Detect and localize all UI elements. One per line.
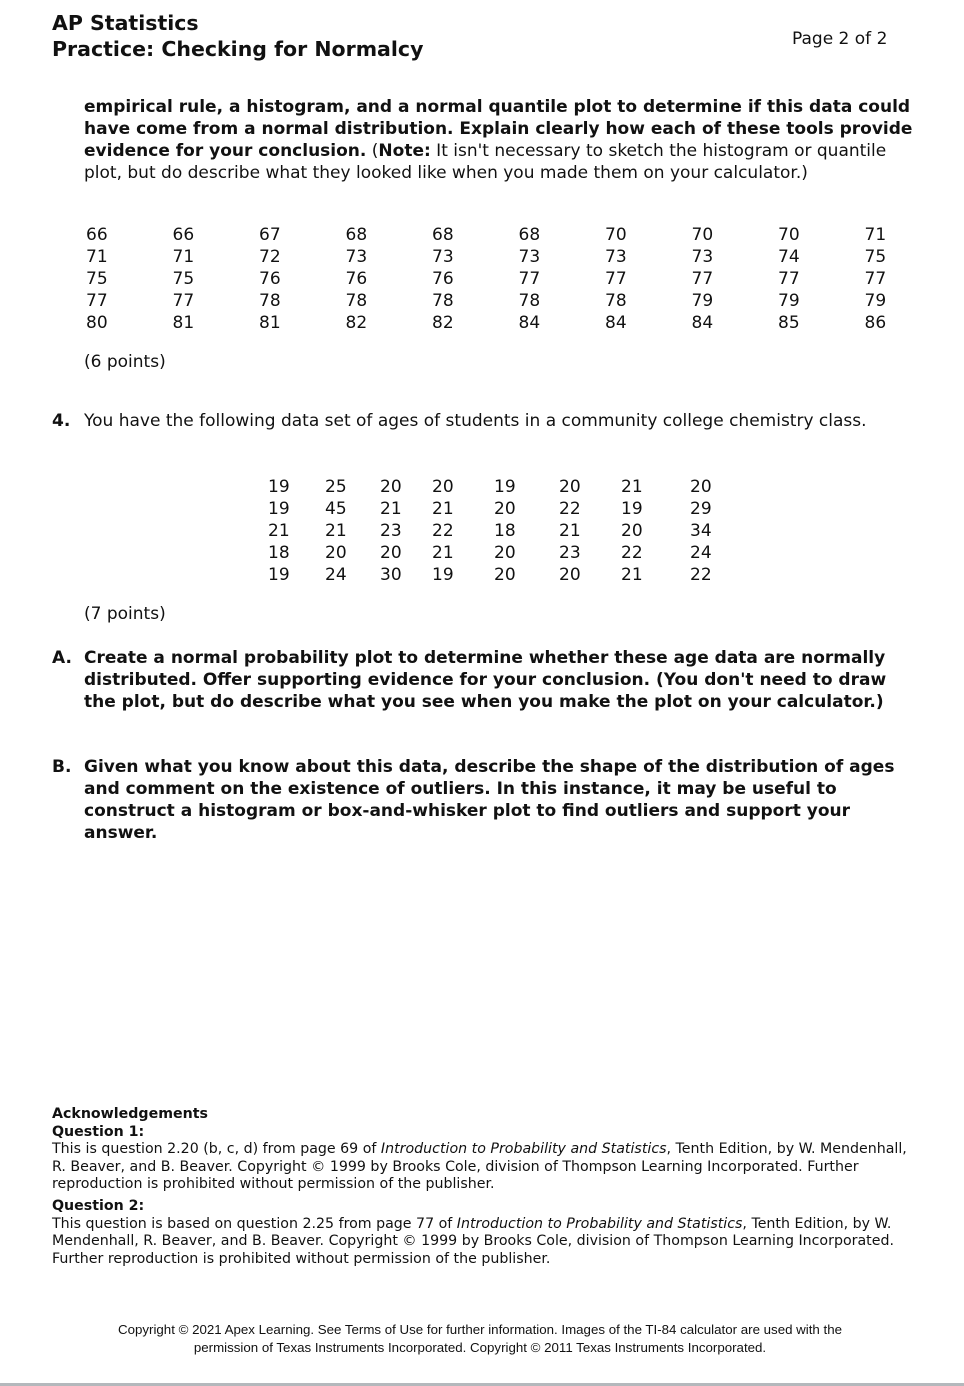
table-cell: 84	[518, 313, 541, 333]
table-cell: 21	[621, 477, 643, 497]
table-cell: 73	[345, 247, 368, 267]
table-cell: 66	[172, 225, 195, 245]
question-4	[52, 410, 902, 432]
table-cell: 19	[432, 565, 454, 585]
table-row	[86, 312, 951, 334]
table-cell: 18	[268, 543, 290, 563]
table-cell: 70	[691, 225, 714, 245]
copyright-footer	[60, 1321, 900, 1357]
table-cell: 73	[432, 247, 454, 267]
table-cell: 78	[432, 291, 454, 311]
question-4-number: 4.	[52, 411, 71, 431]
table-cell: 75	[864, 247, 887, 267]
table-cell: 20	[494, 499, 516, 519]
table-cell: 84	[691, 313, 714, 333]
acknowledgements	[52, 1106, 912, 1268]
table-cell: 67	[259, 225, 281, 245]
table-cell: 78	[259, 291, 281, 311]
table-cell: 77	[864, 269, 887, 289]
table-cell: 23	[380, 521, 402, 541]
table-cell: 78	[605, 291, 627, 311]
table-cell: 78	[345, 291, 368, 311]
table-cell: 76	[259, 269, 281, 289]
page-indicator: Page 2 of 2	[792, 29, 888, 49]
table-cell: 77	[172, 291, 195, 311]
document-header	[52, 10, 423, 62]
course-title: AP Statistics	[52, 11, 199, 35]
table-cell: 81	[172, 313, 195, 333]
ack-question-2-label: Question 2:	[52, 1197, 145, 1214]
table-cell: 77	[86, 291, 108, 311]
part-a-letter: A.	[52, 648, 72, 668]
table-cell: 20	[380, 477, 402, 497]
table-cell: 22	[432, 521, 454, 541]
table-cell: 71	[86, 247, 108, 267]
note-label: Note:	[378, 141, 431, 161]
worksheet-title: Practice: Checking for Normalcy	[52, 37, 424, 61]
table-cell: 21	[432, 499, 454, 519]
table-cell: 21	[268, 521, 290, 541]
table-cell: 20	[621, 521, 643, 541]
table-cell: 24	[325, 565, 347, 585]
footer-line-1: Copyright © 2021 Apex Learning. See Terms of Use for further information. Images of the TI-84 calculator are used with the	[117, 1322, 843, 1337]
table-cell: 20	[690, 477, 712, 497]
table-cell: 34	[690, 521, 712, 541]
footer-line-2: permission of Texas Instruments Incorporated. Copyright © 2011 Texas Instruments Incorporated.	[193, 1340, 767, 1355]
table-row	[86, 268, 951, 290]
table-cell: 72	[259, 247, 281, 267]
table-cell: 21	[621, 565, 643, 585]
table-cell: 75	[86, 269, 108, 289]
table-cell: 20	[494, 565, 516, 585]
question-3-instructions: empirical rule, a histogram, and a normal quantile plot to determine if this data could have come from a normal distribution. Explain clearly how each of these tools provide evidence for your conclusion.	[84, 97, 913, 161]
table-cell: 21	[380, 499, 402, 519]
book-title: Introduction to Probability and Statistics	[380, 1141, 667, 1158]
table-cell: 20	[325, 543, 347, 563]
table-cell: 79	[864, 291, 887, 311]
table-cell: 79	[691, 291, 714, 311]
table-cell: 18	[494, 521, 516, 541]
table-cell: 78	[518, 291, 541, 311]
question-4-points: (7 points)	[84, 604, 166, 624]
table-cell: 71	[172, 247, 195, 267]
ack-question-1-label: Question 1:	[52, 1123, 145, 1140]
question-3-prompt: empirical rule, a histogram, and a normal quantile plot to determine if this data could have come from a normal distribution. Explain clearly how each of these tools provide evidence for your conclusion. (Note: It isn't necessary to sketch the histogram or quantile plot, but do describe what they looked like when you made them on your calculator.)	[84, 97, 913, 183]
table-row	[86, 246, 951, 268]
table-cell: 25	[325, 477, 347, 497]
note-text: It isn't necessary to sketch the histogram or quantile plot, but do describe what they looked like when you made them on your calculator.)	[84, 141, 887, 183]
question-3-data-table	[86, 224, 951, 334]
table-cell: 77	[778, 269, 800, 289]
table-cell: 20	[559, 565, 581, 585]
table-row	[86, 290, 951, 312]
table-cell: 86	[864, 313, 887, 333]
table-cell: 71	[864, 225, 887, 245]
part-b-letter: B.	[52, 757, 72, 777]
part-b-text: Given what you know about this data, describe the shape of the distribution of ages and comment on the existence of outliers. In this instance, it may be useful to construct a histogram or box-and-whisker plot to find outliers and support your answer.	[84, 757, 895, 843]
table-cell: 70	[605, 225, 627, 245]
ack-question-2-text: This question is based on question 2.25 from page 77 of Introduction to Probability and Statistics, Tenth Edition, by W. Mendenhall, R. Beaver, and B. Beaver. Copyright © 1999 by Brooks Cole, division of Thompson Learning Incorporated. Further reproduction is prohibited without permission of the publisher.	[52, 1215, 894, 1267]
table-cell: 80	[86, 313, 108, 333]
question-4-part-a	[52, 647, 902, 713]
table-cell: 68	[518, 225, 541, 245]
table-cell: 84	[605, 313, 627, 333]
table-cell: 77	[691, 269, 714, 289]
table-cell: 82	[432, 313, 454, 333]
table-cell: 20	[559, 477, 581, 497]
book-title: Introduction to Probability and Statistics	[456, 1215, 743, 1232]
table-cell: 68	[432, 225, 454, 245]
table-cell: 20	[380, 543, 402, 563]
table-cell: 81	[259, 313, 281, 333]
ack-question-1-text: This is question 2.20 (b, c, d) from page 69 of Introduction to Probability and Statistics, Tenth Edition, by W. Mendenhall, R. Beaver, and B. Beaver. Copyright © 1999 by Brooks Cole, division of Thompson Learning Incorporated. Further reproduction is prohibited without permission of the publisher.	[52, 1141, 907, 1193]
table-cell: 20	[432, 477, 454, 497]
table-cell: 70	[778, 225, 800, 245]
part-a-text: Create a normal probability plot to determine whether these age data are normally distributed. Offer supporting evidence for your conclusion. (You don't need to draw the plot, but do describe what you see when you make the plot on your calculator.)	[84, 648, 887, 712]
table-cell: 76	[432, 269, 454, 289]
table-cell: 82	[345, 313, 368, 333]
table-cell: 21	[559, 521, 581, 541]
table-cell: 19	[494, 477, 516, 497]
table-cell: 85	[778, 313, 800, 333]
table-cell: 19	[268, 565, 290, 585]
table-cell: 68	[345, 225, 368, 245]
table-cell: 21	[432, 543, 454, 563]
table-cell: 77	[605, 269, 627, 289]
table-cell: 22	[621, 543, 643, 563]
table-cell: 29	[690, 499, 712, 519]
table-cell: 45	[325, 499, 347, 519]
table-cell: 21	[325, 521, 347, 541]
table-cell: 75	[172, 269, 195, 289]
table-cell: 76	[345, 269, 368, 289]
question-4-prompt: You have the following data set of ages of students in a community college chemistry class.	[84, 411, 867, 431]
table-cell: 19	[268, 499, 290, 519]
table-cell: 73	[691, 247, 714, 267]
acknowledgements-heading: Acknowledgements	[52, 1106, 208, 1122]
table-cell: 79	[778, 291, 800, 311]
table-cell: 20	[494, 543, 516, 563]
table-cell: 30	[380, 565, 402, 585]
table-cell: 22	[559, 499, 581, 519]
table-row	[86, 224, 951, 246]
table-cell: 19	[268, 477, 290, 497]
table-cell: 19	[621, 499, 643, 519]
table-cell: 73	[605, 247, 627, 267]
question-4-part-b	[52, 756, 902, 844]
table-cell: 22	[690, 565, 712, 585]
table-cell: 77	[518, 269, 541, 289]
question-3-points: (6 points)	[84, 352, 166, 372]
table-cell: 66	[86, 225, 108, 245]
table-cell: 24	[690, 543, 712, 563]
table-cell: 73	[518, 247, 541, 267]
table-cell: 74	[778, 247, 800, 267]
table-cell: 23	[559, 543, 581, 563]
